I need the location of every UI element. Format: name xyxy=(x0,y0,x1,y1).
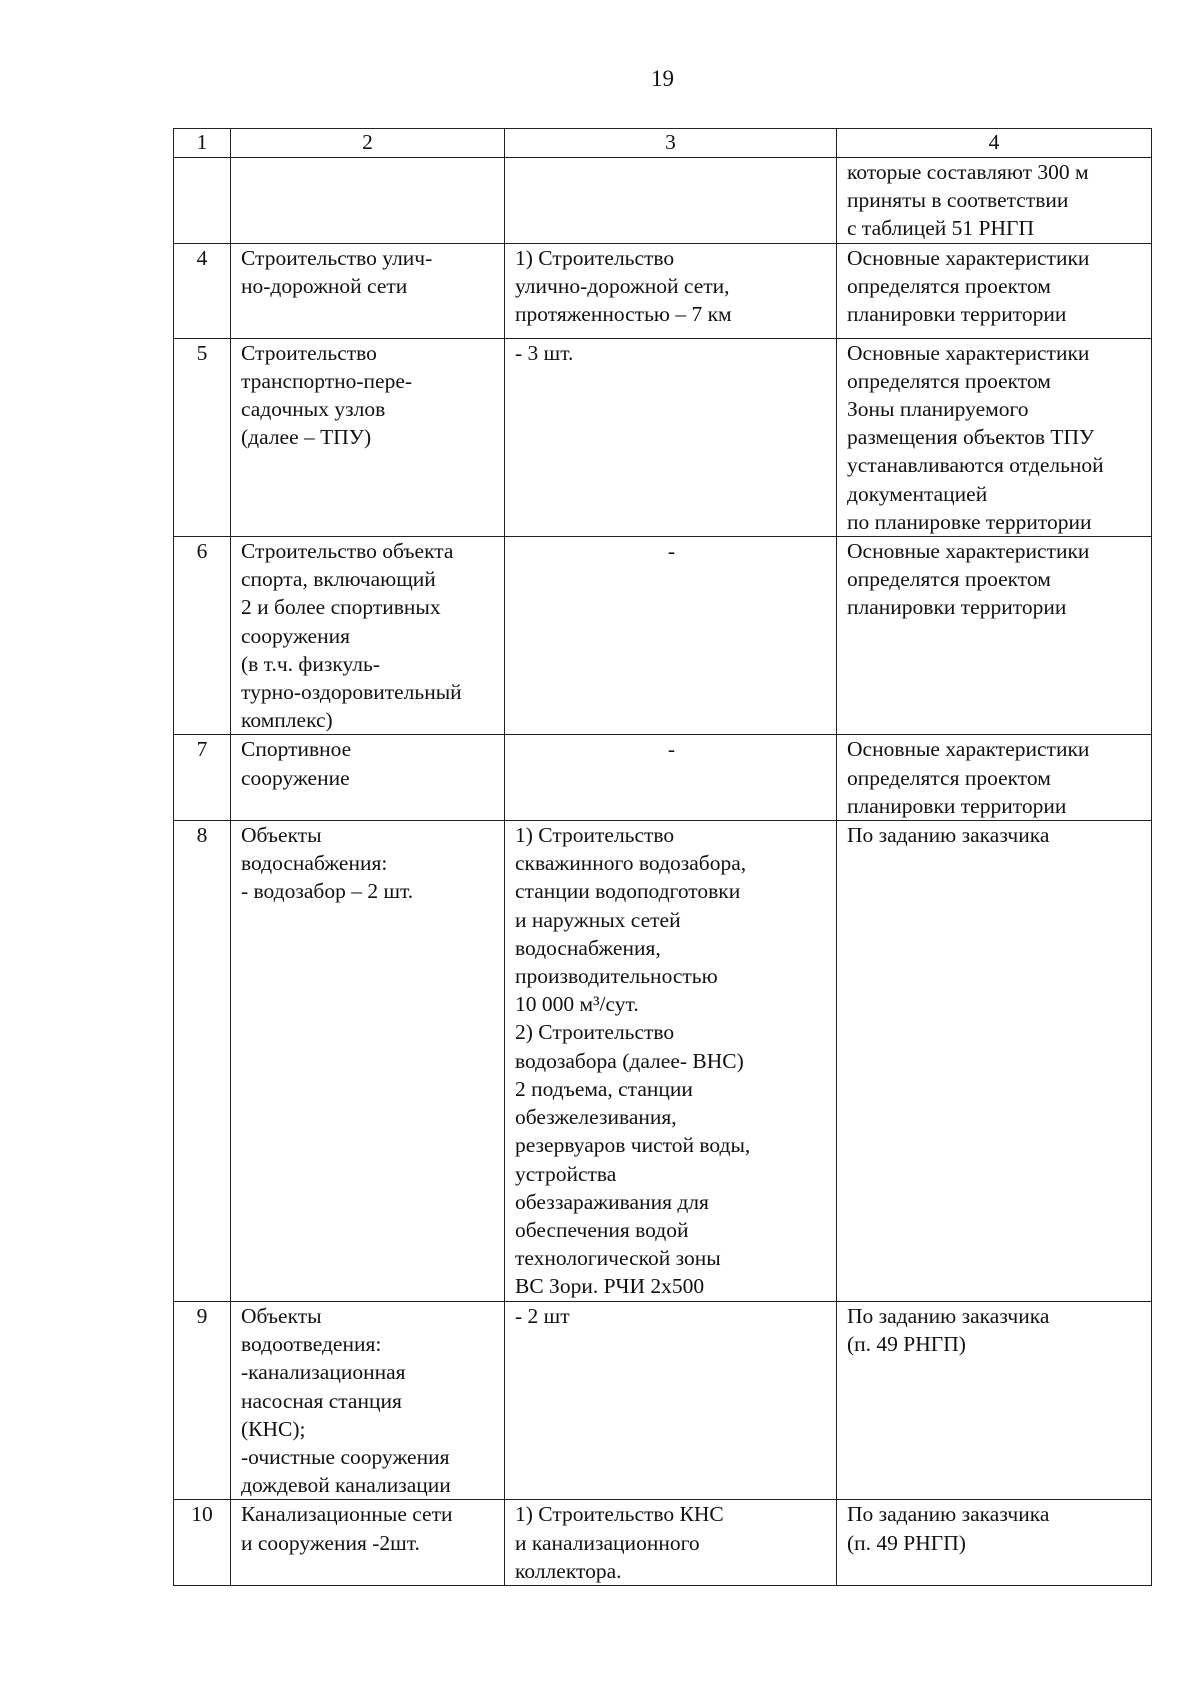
table-row xyxy=(174,821,1152,1302)
row-number: 5 xyxy=(174,338,231,536)
table-row xyxy=(174,338,1152,536)
object-cell: Объекты водоотведения: -канализационная насосная станция (КНС); -очистные сооружения дождевой канализации xyxy=(231,1302,505,1500)
object-cell: Строительство улич- но-дорожной сети xyxy=(231,243,505,338)
object-cell: Строительство объекта спорта, включающий 2 и более спортивных сооружения (в т.ч. физкуль- турно-оздоровительный комплекс) xyxy=(231,537,505,735)
object-cell xyxy=(231,158,505,244)
notes-cell: По заданию заказчика (п. 49 РНГП) xyxy=(837,1500,1152,1586)
table-row xyxy=(174,158,1152,244)
parameters-cell: - 2 шт xyxy=(505,1302,837,1500)
notes-cell: По заданию заказчика xyxy=(837,821,1152,1302)
column-header-4: 4 xyxy=(837,129,1152,158)
parameters-cell: 1) Строительство улично-дорожной сети, протяженностью – 7 км xyxy=(505,243,837,338)
notes-cell: которые составляют 300 м приняты в соответствии с таблицей 51 РНГП xyxy=(837,158,1152,244)
table-header-row xyxy=(174,129,1152,158)
parameters-cell: - 3 шт. xyxy=(505,338,837,536)
column-header-1: 1 xyxy=(174,129,231,158)
row-number: 6 xyxy=(174,537,231,735)
column-header-2: 2 xyxy=(231,129,505,158)
row-number: 9 xyxy=(174,1302,231,1500)
object-cell: Канализационные сети и сооружения -2шт. xyxy=(231,1500,505,1586)
parameters-cell: - xyxy=(505,735,837,821)
row-number: 8 xyxy=(174,821,231,1302)
notes-cell: Основные характеристики определятся проектом Зоны планируемого размещения объектов ТПУ устанавливаются отдельной документацией по планировке территории xyxy=(837,338,1152,536)
parameters-cell: 1) Строительство КНС и канализационного коллектора. xyxy=(505,1500,837,1586)
row-number: 4 xyxy=(174,243,231,338)
row-number xyxy=(174,158,231,244)
parameters-cell xyxy=(505,158,837,244)
row-number: 10 xyxy=(174,1500,231,1586)
notes-cell: Основные характеристики определятся проектом планировки территории xyxy=(837,537,1152,735)
table-row xyxy=(174,537,1152,735)
parameters-cell: - xyxy=(505,537,837,735)
table-row xyxy=(174,1302,1152,1500)
object-cell: Спортивное сооружение xyxy=(231,735,505,821)
table-row xyxy=(174,1500,1152,1586)
table-row xyxy=(174,243,1152,338)
object-cell: Строительство транспортно-пере- садочных узлов (далее – ТПУ) xyxy=(231,338,505,536)
object-cell: Объекты водоснабжения: - водозабор – 2 шт. xyxy=(231,821,505,1302)
notes-cell: Основные характеристики определятся проектом планировки территории xyxy=(837,243,1152,338)
notes-cell: По заданию заказчика (п. 49 РНГП) xyxy=(837,1302,1152,1500)
row-number: 7 xyxy=(174,735,231,821)
column-header-3: 3 xyxy=(505,129,837,158)
notes-cell: Основные характеристики определятся проектом планировки территории xyxy=(837,735,1152,821)
document-table xyxy=(173,128,1152,1586)
parameters-cell: 1) Строительство скважинного водозабора, станции водоподготовки и наружных сетей водоснабжения, производительностью 10 000 м³/сут. 2) Строительство водозабора (далее- ВНС) 2 подъема, станции обезжелезивания, резервуаров чистой воды, устройства обеззараживания для обеспечения водой технологической зоны ВС Зори. РЧИ 2х500 xyxy=(505,821,837,1302)
table-row xyxy=(174,735,1152,821)
page-number: 19 xyxy=(651,66,674,91)
